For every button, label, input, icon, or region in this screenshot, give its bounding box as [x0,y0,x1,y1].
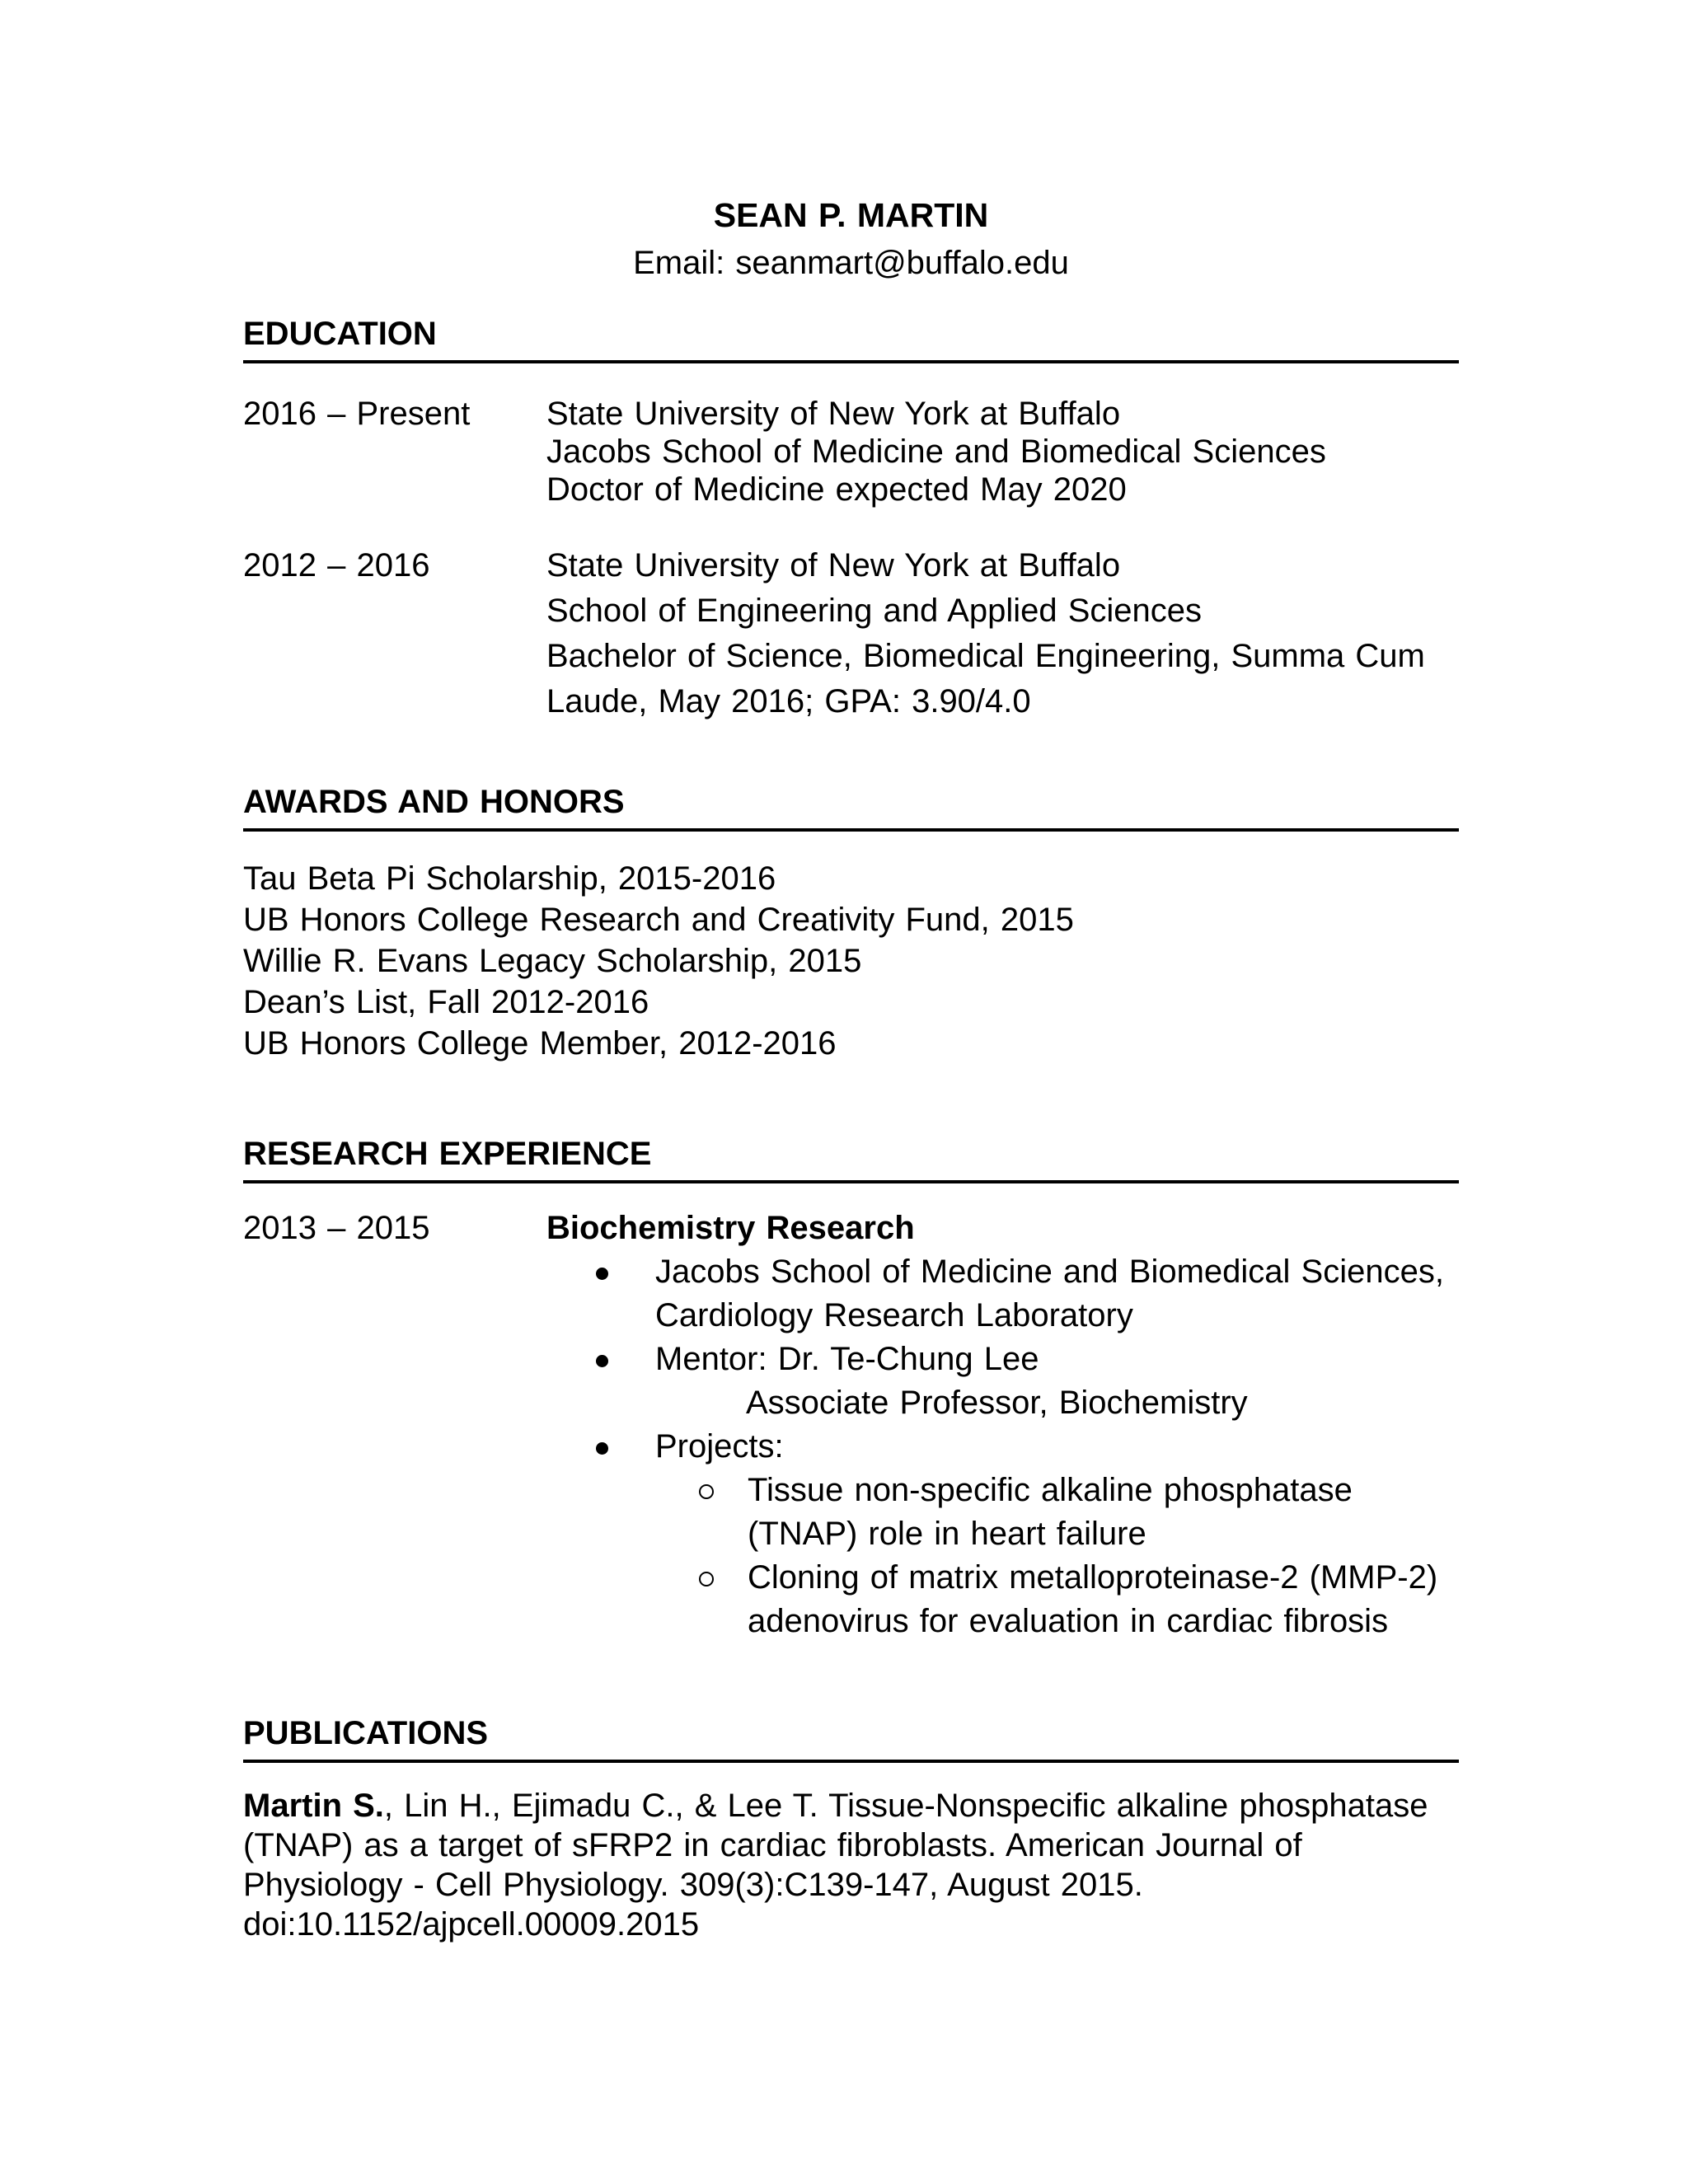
citation-line [243,1786,1459,1825]
affiliation-line: Jacobs School of Medicine and Biomedical Sciences, [655,1254,1444,1290]
award-item: UB Honors College Research and Creativity Fund, 2015 [243,902,1074,938]
education-detail-line: State University of New York at Buffalo [546,396,1121,432]
education-detail-line: State University of New York at Buffalo [546,547,1121,583]
bullet-icon [596,1442,608,1455]
bullet-item-projects-label [546,1425,1459,1469]
content-column [243,0,1459,1944]
section-heading-awards: AWARDS AND HONORS [243,782,1459,832]
bullet-item-mentor [546,1338,1459,1425]
award-item: Willie R. Evans Legacy Scholarship, 2015 [243,943,862,979]
citation-author: Martin S. [243,1788,384,1824]
date-range: 2016 – Present [243,396,471,432]
section-heading-education: EDUCATION [243,314,1459,363]
project-line: Cloning of matrix metalloproteinase-2 (MMP-2) [748,1559,1438,1596]
person-name: SEAN P. MARTIN [713,196,989,234]
bullet-icon [596,1355,608,1367]
education-detail-line: Bachelor of Science, Biomedical Engineering, Summa Cum [546,638,1425,674]
projects-label: Projects: [655,1428,784,1465]
project-line: adenovirus for evaluation in cardiac fibrosis [748,1603,1389,1639]
education-entry-details [546,543,1459,724]
section-heading-research: RESEARCH EXPERIENCE [243,1134,1459,1183]
citation-line: Physiology - Cell Physiology. 309(3):C139-147, August 2015. [243,1867,1143,1903]
research-role-title: Biochemistry Research [546,1210,915,1246]
project-line: (TNAP) role in heart failure [748,1516,1146,1552]
education-entry-details [546,395,1459,509]
education-detail-line: Jacobs School of Medicine and Biomedical Sciences [546,434,1326,470]
citation-line: doi:10.1152/ajpcell.00009.2015 [243,1906,700,1943]
awards-list [243,858,1459,1064]
research-entry-details [546,1207,1459,1643]
education-detail-line: Doctor of Medicine expected May 2020 [546,471,1127,508]
email-line: Email: seanmart@buffalo.edu [633,245,1069,281]
sub-bullet-project [546,1469,1459,1556]
bullet-item-affiliation [546,1250,1459,1338]
sub-bullet-project [546,1556,1459,1643]
award-item: Dean’s List, Fall 2012-2016 [243,984,649,1020]
education-detail-line: School of Engineering and Applied Sciences [546,593,1202,629]
bullet-icon [596,1268,608,1280]
education-entry [243,395,1459,509]
date-range: 2013 – 2015 [243,1210,430,1246]
affiliation-line: Cardiology Research Laboratory [655,1297,1133,1333]
project-line: Tissue non-specific alkaline phosphatase [748,1472,1353,1508]
circle-bullet-icon [699,1572,714,1586]
citation-line: (TNAP) as a target of sFRP2 in cardiac fibroblasts. American Journal of [243,1827,1302,1863]
mentor-line: Associate Professor, Biochemistry [746,1385,1248,1421]
mentor-line: Mentor: Dr. Te-Chung Lee [655,1341,1039,1377]
circle-bullet-icon [699,1484,714,1499]
research-entry [243,1207,1459,1643]
education-detail-line: Laude, May 2016; GPA: 3.90/4.0 [546,683,1031,719]
award-item: Tau Beta Pi Scholarship, 2015-2016 [243,860,776,897]
education-entry [243,543,1459,724]
date-range: 2012 – 2016 [243,547,430,583]
citation-line-rest: , Lin H., Ejimadu C., & Lee T. Tissue-Nonspecific alkaline phosphatase [383,1788,1428,1824]
section-heading-publications: PUBLICATIONS [243,1713,1459,1763]
publication-citation [243,1786,1459,1944]
award-item: UB Honors College Member, 2012-2016 [243,1025,837,1062]
